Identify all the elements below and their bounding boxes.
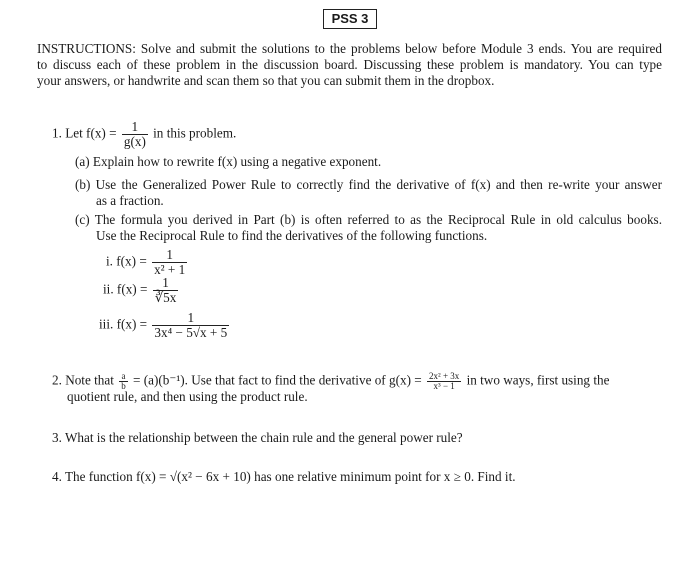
denominator: x² + 1: [154, 262, 186, 277]
numerator: a: [119, 372, 128, 382]
fraction: [122, 120, 148, 149]
problem-3: [52, 430, 463, 446]
sub-item-iii: [99, 311, 231, 340]
numerator: 1: [152, 248, 187, 263]
instructions-line-1: INSTRUCTIONS: Solve and submit the solutions to the problems below before Module 3 ends. You are required: [37, 41, 662, 56]
sub-item-ii: [103, 276, 180, 305]
item-label: i. f(x) =: [106, 253, 147, 269]
denominator: ∛5x: [154, 290, 177, 305]
fraction: [152, 248, 187, 277]
fraction: [152, 311, 229, 340]
sub-item-i: [106, 248, 189, 277]
instructions-line-2: to discuss each of these problem in the discussion board. Discussing these problem is mandatory. You can type: [37, 57, 662, 72]
problem-4-text: The function f(x) = √(x² − 6x + 10) has one relative minimum point for x ≥ 0. Find it.: [64, 469, 516, 484]
problem-1-tail: in this problem.: [153, 125, 237, 141]
page-title: PSS 3: [323, 9, 377, 29]
numerator: 1: [153, 276, 179, 291]
problem-number: 2.: [52, 372, 62, 388]
problem-2-text-mid: = (a)(b⁻¹). Use that fact to find the derivative of g(x) =: [133, 372, 422, 388]
problem-4: [52, 469, 516, 485]
numerator: 1: [152, 311, 229, 326]
part-b-line-2: as a fraction.: [96, 193, 164, 208]
problem-2-text-end: in two ways, first using the: [466, 372, 610, 388]
part-b-line-1: (b) Use the Generalized Power Rule to correctly find the derivative of f(x) and then re-write your answer: [75, 177, 662, 192]
problem-number: 3.: [52, 430, 62, 445]
problem-2-text: Note that: [65, 372, 114, 388]
fraction: [153, 276, 179, 305]
problem-number: 4.: [52, 469, 62, 484]
part-c-line-1: (c) The formula you derived in Part (b) is often referred to as the Reciprocal Rule in old calculus books.: [75, 212, 662, 227]
denominator: x³ − 1: [433, 381, 455, 391]
problem-3-text: What is the relationship between the chain rule and the general power rule?: [64, 430, 463, 445]
item-label: iii. f(x) =: [99, 316, 148, 332]
denominator: b: [121, 381, 126, 391]
part-c-line-2: Use the Reciprocal Rule to find the derivatives of the following functions.: [96, 228, 488, 243]
denominator: g(x): [123, 134, 146, 149]
problem-1-text: Let f(x) =: [65, 125, 117, 141]
numerator: 1: [122, 120, 148, 135]
numerator: 2x² + 3x: [429, 371, 460, 381]
problem-2-line-2: quotient rule, and then using the product rule.: [67, 389, 308, 404]
item-label: ii. f(x) =: [103, 281, 148, 297]
problem-1-lead: [52, 120, 236, 149]
fraction-g: [427, 372, 461, 391]
instructions-line-3: your answers, or handwrite and scan them so that you can submit them in the dropbox.: [37, 73, 495, 88]
part-a: (a) Explain how to rewrite f(x) using a negative exponent.: [75, 154, 382, 169]
denominator: 3x⁴ − 5√x + 5: [154, 325, 228, 340]
problem-number: 1.: [52, 125, 62, 141]
